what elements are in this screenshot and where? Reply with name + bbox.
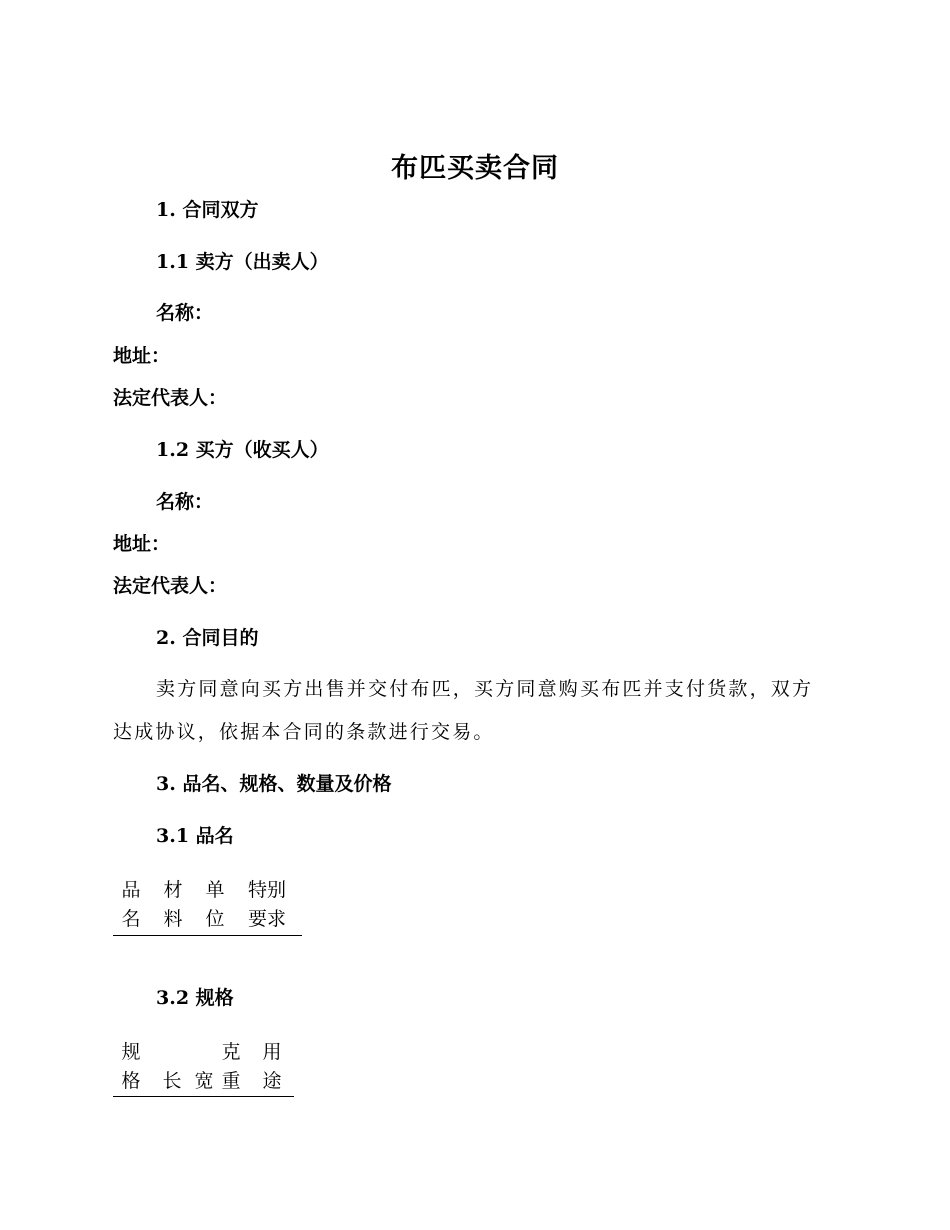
spec-col-5-line-1: 用 <box>262 1041 282 1063</box>
buyer-address-label: 地址： <box>113 533 171 555</box>
product-col-2-line-1: 材 <box>163 879 183 901</box>
section-1-2-heading: 1.2 买方（收买人） <box>156 439 329 461</box>
product-col-4-line-1: 特别 <box>247 879 286 901</box>
buyer-representative-label: 法定代表人： <box>113 575 228 597</box>
product-col-2-line-2: 料 <box>163 908 183 930</box>
spec-col-1-line-2: 格 <box>121 1070 141 1092</box>
seller-name-label: 名称： <box>156 302 214 324</box>
spec-table-header <box>113 1036 294 1097</box>
spec-col-4-line-1: 克 <box>221 1041 241 1063</box>
product-table-header <box>113 874 302 936</box>
section-2-paragraph: 卖方同意向买方出售并交付布匹，买方同意购买布匹并支付货款，双方达成协议，依据本合同的条款进行交易。 <box>113 678 814 743</box>
seller-address-label: 地址： <box>113 345 171 367</box>
spec-col-1-line-1: 规 <box>121 1041 141 1063</box>
section-3-1-heading: 3.1 品名 <box>156 825 234 847</box>
section-1-1-heading: 1.1 卖方（出卖人） <box>156 251 329 273</box>
spec-col-2-line-2: 长 <box>162 1070 182 1092</box>
product-col-3-line-1: 单 <box>205 879 225 901</box>
spec-col-3-line-2: 宽 <box>194 1070 214 1092</box>
spec-col-4-line-2: 重 <box>221 1070 241 1092</box>
section-3-heading: 3. 品名、规格、数量及价格 <box>156 773 392 795</box>
section-3-2-heading: 3.2 规格 <box>156 987 234 1009</box>
buyer-name-label: 名称： <box>156 491 214 513</box>
spec-col-5-line-2: 途 <box>262 1070 282 1092</box>
section-1-heading: 1. 合同双方 <box>156 199 259 221</box>
product-col-3-line-2: 位 <box>205 908 225 930</box>
seller-representative-label: 法定代表人： <box>113 387 228 409</box>
document-title: 布匹买卖合同 <box>391 153 559 184</box>
product-col-1-line-2: 名 <box>121 908 141 930</box>
product-col-1-line-1: 品 <box>121 879 141 901</box>
section-2-heading: 2. 合同目的 <box>156 627 259 649</box>
product-col-4-line-2: 要求 <box>247 908 286 930</box>
